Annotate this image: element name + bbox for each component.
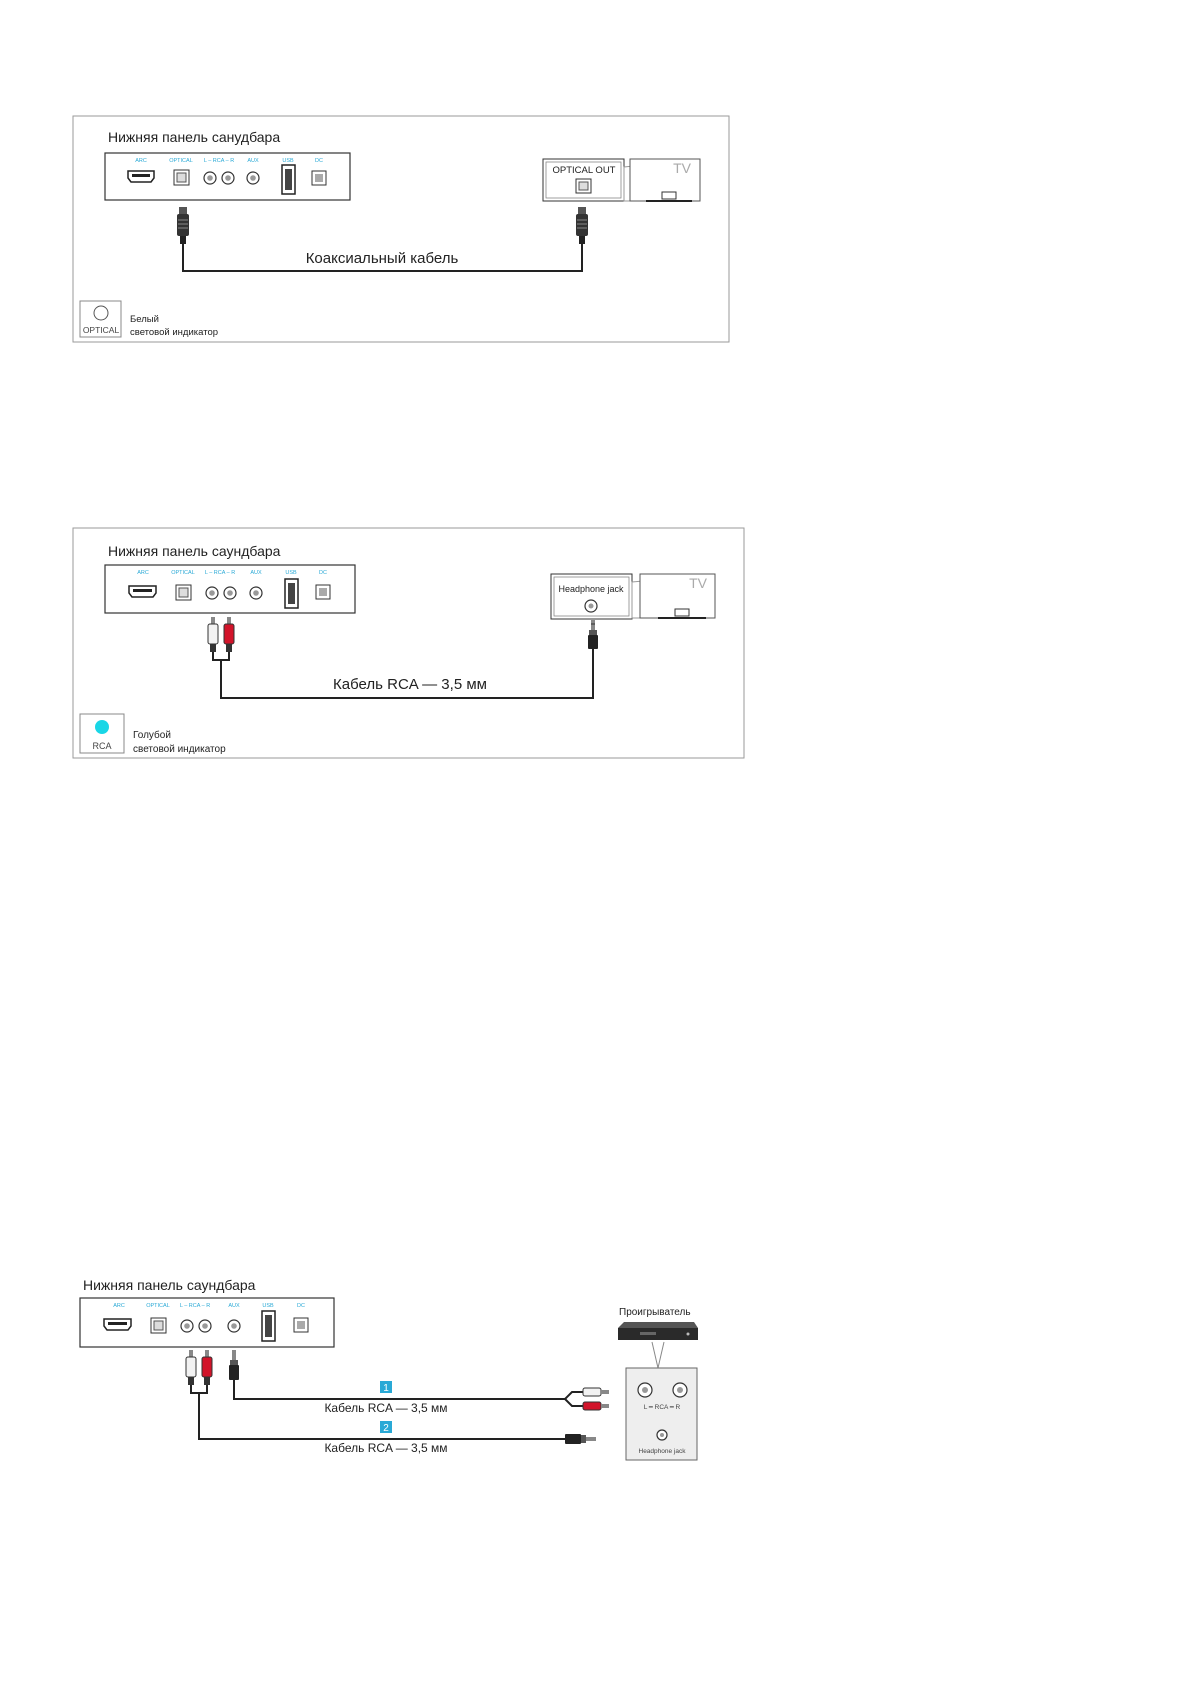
port-label-dc: DC: [297, 1303, 305, 1309]
port-label-rca: L – RCA – R: [203, 158, 235, 164]
panel-title: Нижняя панель саундбара: [108, 543, 281, 559]
port-label-aux: AUX: [228, 1303, 240, 1309]
port-label-rca: L – RCA – R: [204, 570, 236, 576]
indicator-light: [94, 306, 108, 320]
cable-1-split: [565, 1392, 583, 1406]
dc-port-icon: [316, 585, 330, 599]
indicator-light: [95, 720, 109, 734]
cable-1-label: Кабель RCA — 3,5 мм: [324, 1401, 448, 1415]
diagram-rca-connection: [0, 520, 1190, 770]
player-label: Проигрыватель: [619, 1307, 691, 1318]
cable-label: Кабель RCA — 3,5 мм: [333, 676, 487, 693]
port-label-aux: AUX: [247, 158, 259, 164]
port-label-arc: ARC: [137, 570, 149, 576]
rca-right-port-icon: [224, 587, 236, 599]
port-label-dc: DC: [319, 570, 327, 576]
usb-port-icon: [262, 1311, 275, 1341]
port-label-aux: AUX: [250, 570, 262, 576]
tv-headphone-box: [551, 574, 632, 619]
dc-port-icon: [294, 1318, 308, 1332]
cable-1-number: 1: [383, 1383, 389, 1394]
diagram-frame: [73, 528, 744, 758]
player-headphone-label: Headphone jack: [638, 1448, 686, 1455]
tv-icon: [624, 159, 700, 201]
diagram-optical-connection: [0, 0, 1190, 360]
hdmi-port-icon: [129, 586, 156, 597]
diagram-player-connection: [0, 1260, 1190, 1490]
indicator-color-word: Белый: [130, 314, 159, 325]
optical-out-label: OPTICAL OUT: [552, 165, 616, 176]
rca-left-port-icon: [181, 1320, 193, 1332]
indicator-color-word: Голубой: [133, 730, 171, 741]
rca-red-plug-player-icon: [583, 1402, 609, 1410]
port-label-rca: L – RCA – R: [179, 1303, 211, 1309]
indicator-box-label: OPTICAL: [82, 325, 120, 335]
port-label-usb: USB: [262, 1303, 274, 1309]
player-device-icon: [618, 1322, 698, 1340]
usb-port-icon: [285, 579, 298, 608]
jack-35mm-player-plug-icon: [565, 1434, 596, 1444]
port-label-dc: DC: [315, 158, 323, 164]
optical-diagram-svg: [0, 0, 1190, 360]
hdmi-port-icon: [128, 171, 154, 182]
player-diagram-svg: [0, 1260, 1190, 1490]
cable-1: [234, 1380, 565, 1399]
indicator-text: световой индикатор: [133, 744, 226, 755]
port-label-usb: USB: [285, 570, 297, 576]
rca-diagram-svg: [0, 520, 1190, 770]
player-rca-label: L ━ RCA ━ R: [643, 1404, 681, 1411]
callout-lines: [652, 1342, 664, 1368]
port-label-arc: ARC: [113, 1303, 125, 1309]
port-label-optical: OPTICAL: [169, 158, 193, 164]
dc-port-icon: [312, 171, 326, 185]
cable-2-number: 2: [383, 1423, 389, 1434]
headphone-jack-label: Headphone jack: [558, 584, 624, 594]
usb-port-icon: [282, 165, 295, 194]
indicator-box-label: RCA: [92, 741, 112, 751]
diagram-frame: [73, 116, 729, 342]
rca-white-plug-player-icon: [583, 1388, 609, 1396]
tv-icon: [632, 574, 715, 618]
panel-title: Нижняя панель саундбара: [83, 1277, 256, 1293]
cable-label: Коаксиальный кабель: [305, 250, 459, 267]
aux-port-icon: [228, 1320, 240, 1332]
tv-label: TV: [673, 160, 691, 176]
tv-label: TV: [689, 575, 707, 591]
port-label-usb: USB: [282, 158, 294, 164]
optical-port-icon: [176, 585, 191, 600]
rca-right-port-icon: [222, 172, 234, 184]
rca-right-port-icon: [199, 1320, 211, 1332]
cable-2-label: Кабель RCA — 3,5 мм: [324, 1441, 448, 1455]
rca-white-plug-icon: [186, 1350, 196, 1385]
rca-left-port-icon: [204, 172, 216, 184]
aux-port-icon: [250, 587, 262, 599]
tv-optical-out-box: [543, 159, 624, 201]
optical-port-icon: [151, 1318, 166, 1333]
player-back-panel: [626, 1368, 697, 1460]
hdmi-port-icon: [104, 1319, 131, 1330]
aux-jack-plug-icon: [229, 1350, 239, 1380]
indicator-text: световой индикатор: [130, 327, 219, 338]
rca-left-port-icon: [206, 587, 218, 599]
optical-port-icon: [174, 170, 189, 185]
panel-title: Нижняя панель санудбара: [108, 129, 281, 145]
port-label-optical: OPTICAL: [146, 1303, 170, 1309]
rca-cable-split: [191, 1385, 207, 1393]
port-label-arc: ARC: [135, 158, 147, 164]
aux-port-icon: [247, 172, 259, 184]
port-label-optical: OPTICAL: [171, 570, 195, 576]
rca-red-plug-icon: [202, 1350, 212, 1385]
